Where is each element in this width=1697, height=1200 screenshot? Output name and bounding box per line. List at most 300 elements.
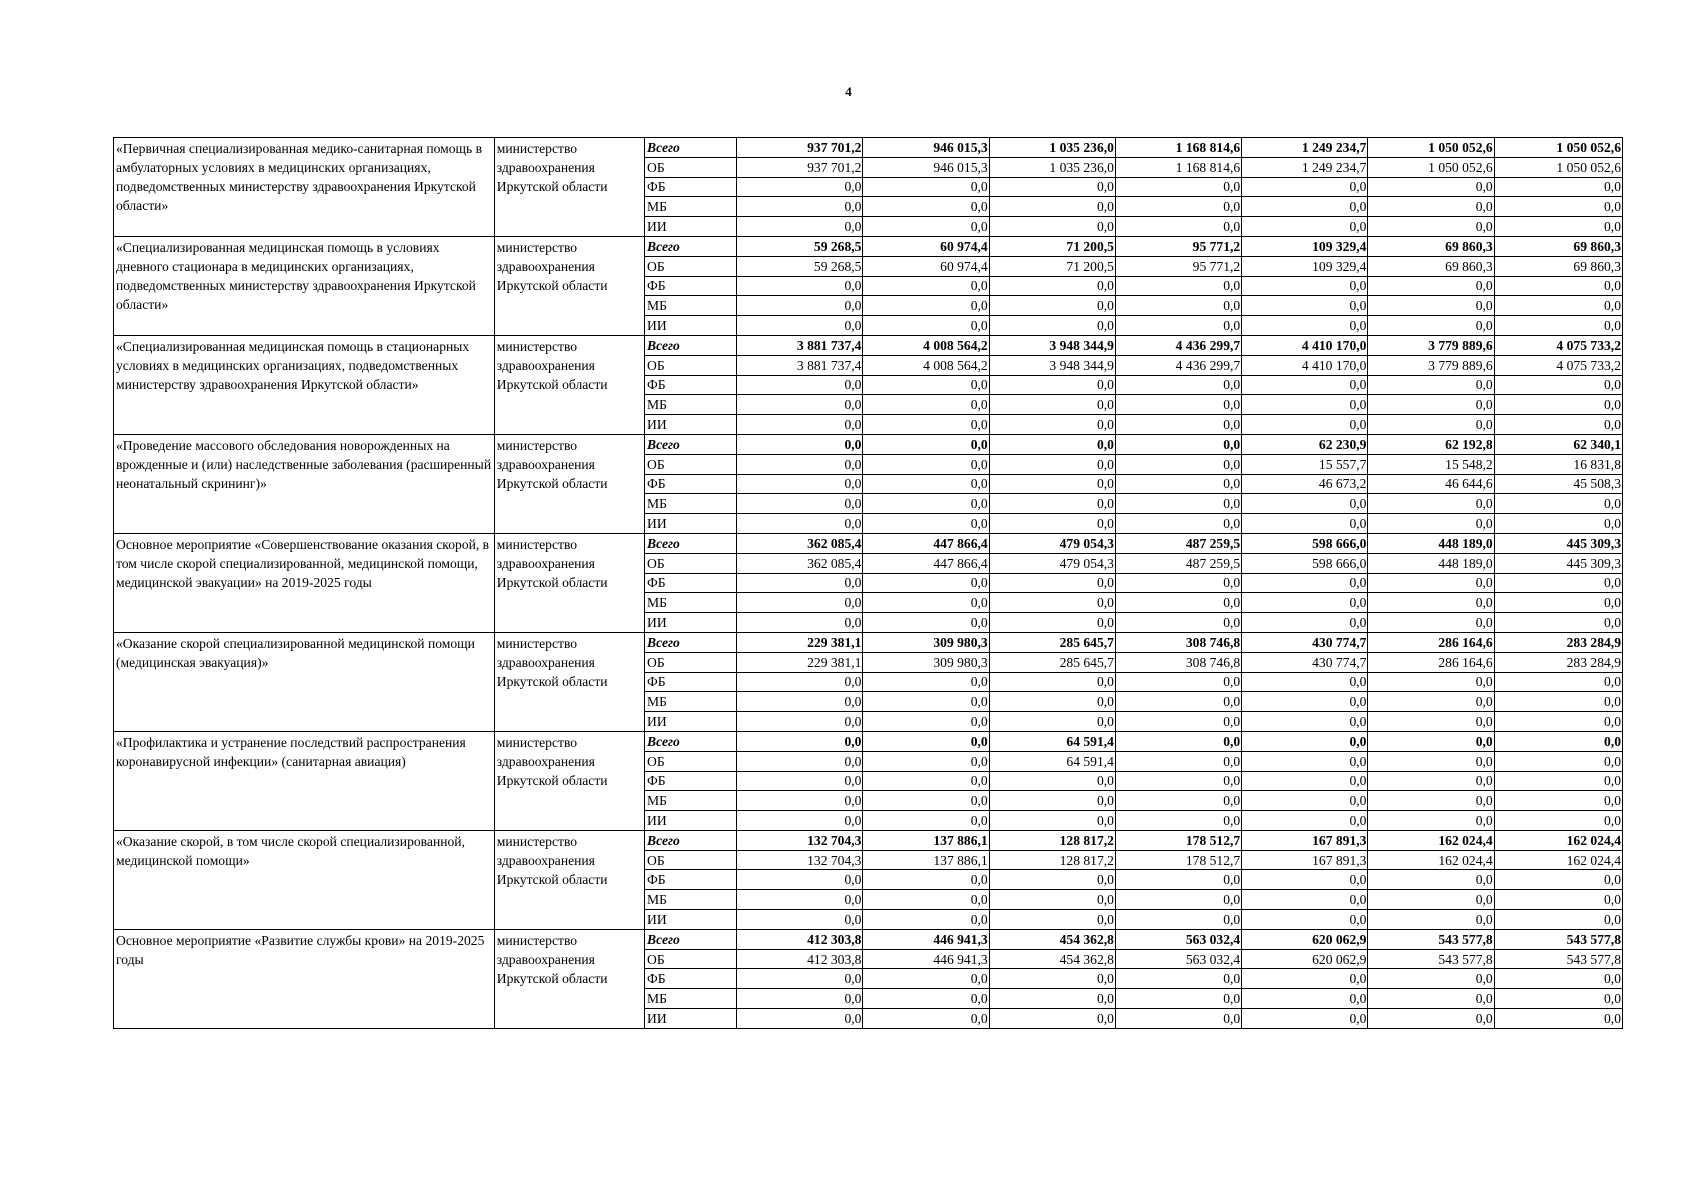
amount-cell: 0,0 — [1115, 771, 1241, 791]
amount-cell: 620 062,9 — [1242, 949, 1368, 969]
amount-cell: 69 860,3 — [1494, 256, 1622, 276]
amount-cell: 0,0 — [1368, 771, 1494, 791]
amount-cell: 0,0 — [737, 712, 863, 732]
amount-cell: 162 024,4 — [1494, 850, 1622, 870]
amount-cell: 128 817,2 — [989, 830, 1115, 850]
amount-cell: 454 362,8 — [989, 929, 1115, 949]
amount-cell: 0,0 — [1242, 672, 1368, 692]
amount-cell: 62 192,8 — [1368, 434, 1494, 454]
amount-cell: 0,0 — [863, 1009, 989, 1029]
amount-cell: 543 577,8 — [1494, 929, 1622, 949]
amount-cell: 1 249 234,7 — [1242, 138, 1368, 158]
amount-cell: 0,0 — [1242, 217, 1368, 237]
table-row — [114, 236, 1623, 256]
table-row — [114, 138, 1623, 158]
amount-cell: 1 035 236,0 — [989, 157, 1115, 177]
amount-cell: 0,0 — [863, 474, 989, 494]
funding-source: Всего — [645, 533, 737, 553]
amount-cell: 0,0 — [1494, 731, 1622, 751]
amount-cell: 1 050 052,6 — [1494, 138, 1622, 158]
amount-cell: 430 774,7 — [1242, 632, 1368, 652]
funding-source: МБ — [645, 494, 737, 514]
amount-cell: 1 249 234,7 — [1242, 157, 1368, 177]
amount-cell: 0,0 — [1242, 811, 1368, 831]
amount-cell: 0,0 — [1115, 217, 1241, 237]
amount-cell: 0,0 — [1115, 989, 1241, 1009]
amount-cell: 0,0 — [989, 177, 1115, 197]
amount-cell: 0,0 — [1115, 692, 1241, 712]
executor-name: министерство здравоохранения Иркутской области — [494, 929, 644, 1028]
amount-cell: 0,0 — [1242, 989, 1368, 1009]
amount-cell: 0,0 — [1368, 514, 1494, 534]
table-row — [114, 632, 1623, 652]
amount-cell: 69 860,3 — [1494, 236, 1622, 256]
funding-source: ИИ — [645, 811, 737, 831]
funding-source: ИИ — [645, 1009, 737, 1029]
amount-cell: 0,0 — [989, 316, 1115, 336]
amount-cell: 0,0 — [1115, 573, 1241, 593]
amount-cell: 0,0 — [1494, 692, 1622, 712]
funding-source: ФБ — [645, 870, 737, 890]
table-row — [114, 533, 1623, 553]
amount-cell: 0,0 — [863, 197, 989, 217]
amount-cell: 0,0 — [1494, 811, 1622, 831]
amount-cell: 0,0 — [863, 672, 989, 692]
amount-cell: 0,0 — [737, 672, 863, 692]
amount-cell: 0,0 — [1368, 573, 1494, 593]
funding-source: МБ — [645, 890, 737, 910]
amount-cell: 46 644,6 — [1368, 474, 1494, 494]
amount-cell: 0,0 — [989, 395, 1115, 415]
amount-cell: 0,0 — [737, 375, 863, 395]
amount-cell: 0,0 — [1242, 1009, 1368, 1029]
amount-cell: 0,0 — [1242, 692, 1368, 712]
amount-cell: 0,0 — [737, 197, 863, 217]
amount-cell: 946 015,3 — [863, 138, 989, 158]
amount-cell: 563 032,4 — [1115, 949, 1241, 969]
amount-cell: 0,0 — [863, 771, 989, 791]
amount-cell: 0,0 — [737, 731, 863, 751]
amount-cell: 0,0 — [863, 613, 989, 633]
amount-cell: 0,0 — [737, 316, 863, 336]
amount-cell: 229 381,1 — [737, 632, 863, 652]
amount-cell: 543 577,8 — [1368, 949, 1494, 969]
amount-cell: 0,0 — [1368, 395, 1494, 415]
amount-cell: 0,0 — [1115, 454, 1241, 474]
amount-cell: 283 284,9 — [1494, 652, 1622, 672]
amount-cell: 286 164,6 — [1368, 652, 1494, 672]
funding-source: МБ — [645, 989, 737, 1009]
executor-name: министерство здравоохранения Иркутской области — [494, 236, 644, 335]
activity-name: «Специализированная медицинская помощь в стационарных условиях в медицинских организациях, подведомственных министерству здравоохранения Иркутской области» — [114, 335, 495, 434]
funding-source: ФБ — [645, 177, 737, 197]
funding-source: МБ — [645, 692, 737, 712]
amount-cell: 4 008 564,2 — [863, 355, 989, 375]
amount-cell: 62 340,1 — [1494, 434, 1622, 454]
amount-cell: 132 704,3 — [737, 850, 863, 870]
amount-cell: 445 309,3 — [1494, 533, 1622, 553]
amount-cell: 0,0 — [989, 593, 1115, 613]
amount-cell: 0,0 — [1494, 890, 1622, 910]
amount-cell: 0,0 — [1494, 217, 1622, 237]
amount-cell: 69 860,3 — [1368, 236, 1494, 256]
amount-cell: 454 362,8 — [989, 949, 1115, 969]
amount-cell: 937 701,2 — [737, 138, 863, 158]
amount-cell: 0,0 — [863, 514, 989, 534]
amount-cell: 0,0 — [1115, 296, 1241, 316]
amount-cell: 0,0 — [737, 494, 863, 514]
amount-cell: 0,0 — [737, 177, 863, 197]
amount-cell: 64 591,4 — [989, 751, 1115, 771]
activity-name: «Профилактика и устранение последствий распространения коронавирусной инфекции» (санитарная авиация) — [114, 731, 495, 830]
amount-cell: 0,0 — [1494, 514, 1622, 534]
amount-cell: 0,0 — [1242, 593, 1368, 613]
amount-cell: 95 771,2 — [1115, 256, 1241, 276]
amount-cell: 0,0 — [863, 217, 989, 237]
funding-source: ФБ — [645, 474, 737, 494]
amount-cell: 0,0 — [989, 613, 1115, 633]
amount-cell: 0,0 — [1368, 415, 1494, 435]
amount-cell: 0,0 — [737, 593, 863, 613]
amount-cell: 0,0 — [1494, 712, 1622, 732]
amount-cell: 59 268,5 — [737, 256, 863, 276]
amount-cell: 0,0 — [1494, 415, 1622, 435]
amount-cell: 1 168 814,6 — [1115, 157, 1241, 177]
amount-cell: 598 666,0 — [1242, 533, 1368, 553]
amount-cell: 178 512,7 — [1115, 850, 1241, 870]
amount-cell: 283 284,9 — [1494, 632, 1622, 652]
amount-cell: 0,0 — [989, 494, 1115, 514]
amount-cell: 3 881 737,4 — [737, 335, 863, 355]
funding-source: МБ — [645, 395, 737, 415]
amount-cell: 0,0 — [1494, 593, 1622, 613]
amount-cell: 309 980,3 — [863, 632, 989, 652]
amount-cell: 0,0 — [737, 296, 863, 316]
amount-cell: 0,0 — [737, 771, 863, 791]
amount-cell: 0,0 — [863, 910, 989, 930]
funding-source: ОБ — [645, 157, 737, 177]
amount-cell: 0,0 — [1115, 395, 1241, 415]
amount-cell: 45 508,3 — [1494, 474, 1622, 494]
amount-cell: 0,0 — [1115, 494, 1241, 514]
amount-cell: 128 817,2 — [989, 850, 1115, 870]
amount-cell: 448 189,0 — [1368, 553, 1494, 573]
executor-name: министерство здравоохранения Иркутской области — [494, 830, 644, 929]
funding-source: Всего — [645, 830, 737, 850]
amount-cell: 167 891,3 — [1242, 830, 1368, 850]
table-row — [114, 929, 1623, 949]
amount-cell: 0,0 — [989, 910, 1115, 930]
amount-cell: 0,0 — [1242, 969, 1368, 989]
amount-cell: 0,0 — [737, 395, 863, 415]
funding-source: Всего — [645, 434, 737, 454]
amount-cell: 0,0 — [863, 573, 989, 593]
amount-cell: 0,0 — [1494, 989, 1622, 1009]
amount-cell: 4 436 299,7 — [1115, 335, 1241, 355]
amount-cell: 0,0 — [989, 197, 1115, 217]
activity-name: «Проведение массового обследования новорожденных на врожденные и (или) наследственные заболевания (расширенный неонатальный скрининг)» — [114, 434, 495, 533]
amount-cell: 0,0 — [989, 791, 1115, 811]
funding-source: Всего — [645, 236, 737, 256]
amount-cell: 0,0 — [1494, 316, 1622, 336]
amount-cell: 0,0 — [863, 177, 989, 197]
amount-cell: 0,0 — [737, 434, 863, 454]
amount-cell: 0,0 — [1242, 890, 1368, 910]
amount-cell: 0,0 — [737, 276, 863, 296]
funding-source: МБ — [645, 791, 737, 811]
amount-cell: 0,0 — [737, 969, 863, 989]
amount-cell: 0,0 — [1242, 791, 1368, 811]
funding-source: ИИ — [645, 910, 737, 930]
amount-cell: 0,0 — [863, 870, 989, 890]
amount-cell: 0,0 — [1115, 593, 1241, 613]
amount-cell: 0,0 — [1368, 316, 1494, 336]
amount-cell: 0,0 — [1242, 613, 1368, 633]
amount-cell: 0,0 — [1494, 672, 1622, 692]
executor-name: министерство здравоохранения Иркутской области — [494, 731, 644, 830]
amount-cell: 0,0 — [1494, 197, 1622, 217]
amount-cell: 0,0 — [1242, 316, 1368, 336]
amount-cell: 0,0 — [989, 573, 1115, 593]
amount-cell: 0,0 — [1494, 1009, 1622, 1029]
amount-cell: 0,0 — [1115, 910, 1241, 930]
amount-cell: 0,0 — [1368, 731, 1494, 751]
amount-cell: 0,0 — [1242, 573, 1368, 593]
activity-name: «Оказание скорой, в том числе скорой специализированной, медицинской помощи» — [114, 830, 495, 929]
funding-source: Всего — [645, 731, 737, 751]
amount-cell: 0,0 — [863, 316, 989, 336]
amount-cell: 0,0 — [737, 811, 863, 831]
amount-cell: 0,0 — [1242, 514, 1368, 534]
funding-source: ОБ — [645, 256, 737, 276]
amount-cell: 60 974,4 — [863, 256, 989, 276]
amount-cell: 0,0 — [1115, 731, 1241, 751]
amount-cell: 137 886,1 — [863, 830, 989, 850]
amount-cell: 0,0 — [737, 791, 863, 811]
funding-source: Всего — [645, 929, 737, 949]
amount-cell: 0,0 — [989, 771, 1115, 791]
table-body — [114, 138, 1623, 1029]
amount-cell: 446 941,3 — [863, 949, 989, 969]
page-number: 4 — [845, 84, 852, 99]
amount-cell: 0,0 — [863, 731, 989, 751]
amount-cell: 946 015,3 — [863, 157, 989, 177]
amount-cell: 0,0 — [1115, 672, 1241, 692]
amount-cell: 0,0 — [1115, 415, 1241, 435]
amount-cell: 178 512,7 — [1115, 830, 1241, 850]
amount-cell: 286 164,6 — [1368, 632, 1494, 652]
amount-cell: 598 666,0 — [1242, 553, 1368, 573]
amount-cell: 0,0 — [863, 890, 989, 910]
amount-cell: 0,0 — [1368, 672, 1494, 692]
amount-cell: 167 891,3 — [1242, 850, 1368, 870]
amount-cell: 46 673,2 — [1242, 474, 1368, 494]
amount-cell: 0,0 — [863, 692, 989, 712]
amount-cell: 0,0 — [1368, 969, 1494, 989]
funding-source: МБ — [645, 593, 737, 613]
amount-cell: 60 974,4 — [863, 236, 989, 256]
amount-cell: 0,0 — [1115, 890, 1241, 910]
amount-cell: 0,0 — [737, 1009, 863, 1029]
amount-cell: 0,0 — [1115, 791, 1241, 811]
amount-cell: 3 948 344,9 — [989, 355, 1115, 375]
funding-source: ФБ — [645, 771, 737, 791]
amount-cell: 1 035 236,0 — [989, 138, 1115, 158]
executor-name: министерство здравоохранения Иркутской области — [494, 335, 644, 434]
amount-cell: 15 557,7 — [1242, 454, 1368, 474]
amount-cell: 620 062,9 — [1242, 929, 1368, 949]
activity-name: Основное мероприятие «Развитие службы крови» на 2019-2025 годы — [114, 929, 495, 1028]
amount-cell: 0,0 — [737, 613, 863, 633]
amount-cell: 0,0 — [989, 514, 1115, 534]
amount-cell: 0,0 — [1494, 910, 1622, 930]
amount-cell: 0,0 — [1368, 1009, 1494, 1029]
amount-cell: 0,0 — [1368, 890, 1494, 910]
amount-cell: 479 054,3 — [989, 533, 1115, 553]
amount-cell: 15 548,2 — [1368, 454, 1494, 474]
amount-cell: 0,0 — [1115, 197, 1241, 217]
amount-cell: 0,0 — [863, 276, 989, 296]
amount-cell: 0,0 — [863, 989, 989, 1009]
amount-cell: 0,0 — [1494, 276, 1622, 296]
amount-cell: 308 746,8 — [1115, 632, 1241, 652]
amount-cell: 308 746,8 — [1115, 652, 1241, 672]
amount-cell: 285 645,7 — [989, 652, 1115, 672]
amount-cell: 4 008 564,2 — [863, 335, 989, 355]
amount-cell: 0,0 — [1242, 870, 1368, 890]
budget-table — [113, 137, 1623, 1029]
amount-cell: 0,0 — [1242, 771, 1368, 791]
amount-cell: 0,0 — [737, 454, 863, 474]
amount-cell: 137 886,1 — [863, 850, 989, 870]
amount-cell: 0,0 — [1494, 395, 1622, 415]
amount-cell: 0,0 — [989, 474, 1115, 494]
activity-name: Основное мероприятие «Совершенствование оказания скорой, в том числе скорой специализированной, медицинской помощи, медицинской эвакуации» на 2019-2025 годы — [114, 533, 495, 632]
amount-cell: 0,0 — [989, 276, 1115, 296]
amount-cell: 0,0 — [1368, 751, 1494, 771]
amount-cell: 0,0 — [1242, 415, 1368, 435]
amount-cell: 0,0 — [989, 890, 1115, 910]
amount-cell: 4 410 170,0 — [1242, 355, 1368, 375]
amount-cell: 0,0 — [1368, 613, 1494, 633]
amount-cell: 0,0 — [989, 989, 1115, 1009]
amount-cell: 109 329,4 — [1242, 256, 1368, 276]
amount-cell: 64 591,4 — [989, 731, 1115, 751]
amount-cell: 412 303,8 — [737, 929, 863, 949]
amount-cell: 0,0 — [1494, 969, 1622, 989]
amount-cell: 543 577,8 — [1368, 929, 1494, 949]
amount-cell: 0,0 — [1115, 474, 1241, 494]
amount-cell: 0,0 — [1242, 375, 1368, 395]
funding-source: ОБ — [645, 454, 737, 474]
amount-cell: 0,0 — [1494, 375, 1622, 395]
amount-cell: 479 054,3 — [989, 553, 1115, 573]
amount-cell: 0,0 — [1115, 434, 1241, 454]
amount-cell: 0,0 — [863, 434, 989, 454]
amount-cell: 487 259,5 — [1115, 553, 1241, 573]
amount-cell: 0,0 — [1368, 197, 1494, 217]
amount-cell: 162 024,4 — [1368, 850, 1494, 870]
amount-cell: 0,0 — [1494, 771, 1622, 791]
amount-cell: 0,0 — [1368, 296, 1494, 316]
amount-cell: 0,0 — [1115, 969, 1241, 989]
amount-cell: 229 381,1 — [737, 652, 863, 672]
amount-cell: 0,0 — [1115, 712, 1241, 732]
amount-cell: 3 779 889,6 — [1368, 335, 1494, 355]
amount-cell: 16 831,8 — [1494, 454, 1622, 474]
amount-cell: 0,0 — [989, 415, 1115, 435]
amount-cell: 0,0 — [1368, 870, 1494, 890]
table-row — [114, 335, 1623, 355]
amount-cell: 447 866,4 — [863, 533, 989, 553]
executor-name: министерство здравоохранения Иркутской области — [494, 138, 644, 237]
amount-cell: 0,0 — [989, 811, 1115, 831]
amount-cell: 109 329,4 — [1242, 236, 1368, 256]
amount-cell: 1 050 052,6 — [1368, 157, 1494, 177]
amount-cell: 0,0 — [863, 494, 989, 514]
funding-source: ФБ — [645, 573, 737, 593]
amount-cell: 0,0 — [1368, 375, 1494, 395]
table-row — [114, 731, 1623, 751]
funding-source: ИИ — [645, 613, 737, 633]
amount-cell: 0,0 — [737, 474, 863, 494]
amount-cell: 0,0 — [1494, 494, 1622, 514]
funding-source: МБ — [645, 296, 737, 316]
amount-cell: 0,0 — [989, 217, 1115, 237]
amount-cell: 0,0 — [863, 712, 989, 732]
table-row — [114, 830, 1623, 850]
amount-cell: 937 701,2 — [737, 157, 863, 177]
amount-cell: 3 779 889,6 — [1368, 355, 1494, 375]
amount-cell: 309 980,3 — [863, 652, 989, 672]
amount-cell: 0,0 — [1242, 177, 1368, 197]
activity-name: «Специализированная медицинская помощь в условиях дневного стационара в медицинских организациях, подведомственных министерству здравоохранения Иркутской области» — [114, 236, 495, 335]
amount-cell: 0,0 — [737, 514, 863, 534]
funding-source: Всего — [645, 632, 737, 652]
amount-cell: 446 941,3 — [863, 929, 989, 949]
amount-cell: 0,0 — [1368, 791, 1494, 811]
funding-source: ОБ — [645, 949, 737, 969]
executor-name: министерство здравоохранения Иркутской области — [494, 434, 644, 533]
amount-cell: 0,0 — [1494, 870, 1622, 890]
amount-cell: 1 050 052,6 — [1494, 157, 1622, 177]
amount-cell: 162 024,4 — [1368, 830, 1494, 850]
amount-cell: 162 024,4 — [1494, 830, 1622, 850]
amount-cell: 543 577,8 — [1494, 949, 1622, 969]
funding-source: ФБ — [645, 672, 737, 692]
amount-cell: 0,0 — [989, 454, 1115, 474]
amount-cell: 0,0 — [1242, 712, 1368, 732]
amount-cell: 0,0 — [737, 751, 863, 771]
funding-source: ИИ — [645, 415, 737, 435]
amount-cell: 71 200,5 — [989, 256, 1115, 276]
amount-cell: 0,0 — [1494, 573, 1622, 593]
amount-cell: 0,0 — [989, 969, 1115, 989]
activity-name: «Оказание скорой специализированной медицинской помощи (медицинская эвакуация)» — [114, 632, 495, 731]
funding-source: ОБ — [645, 751, 737, 771]
amount-cell: 0,0 — [989, 1009, 1115, 1029]
amount-cell: 448 189,0 — [1368, 533, 1494, 553]
funding-source: ФБ — [645, 969, 737, 989]
amount-cell: 0,0 — [1115, 177, 1241, 197]
amount-cell: 4 075 733,2 — [1494, 335, 1622, 355]
amount-cell: 0,0 — [737, 890, 863, 910]
amount-cell: 95 771,2 — [1115, 236, 1241, 256]
amount-cell: 3 881 737,4 — [737, 355, 863, 375]
amount-cell: 0,0 — [989, 712, 1115, 732]
amount-cell: 0,0 — [737, 870, 863, 890]
amount-cell: 0,0 — [1115, 316, 1241, 336]
